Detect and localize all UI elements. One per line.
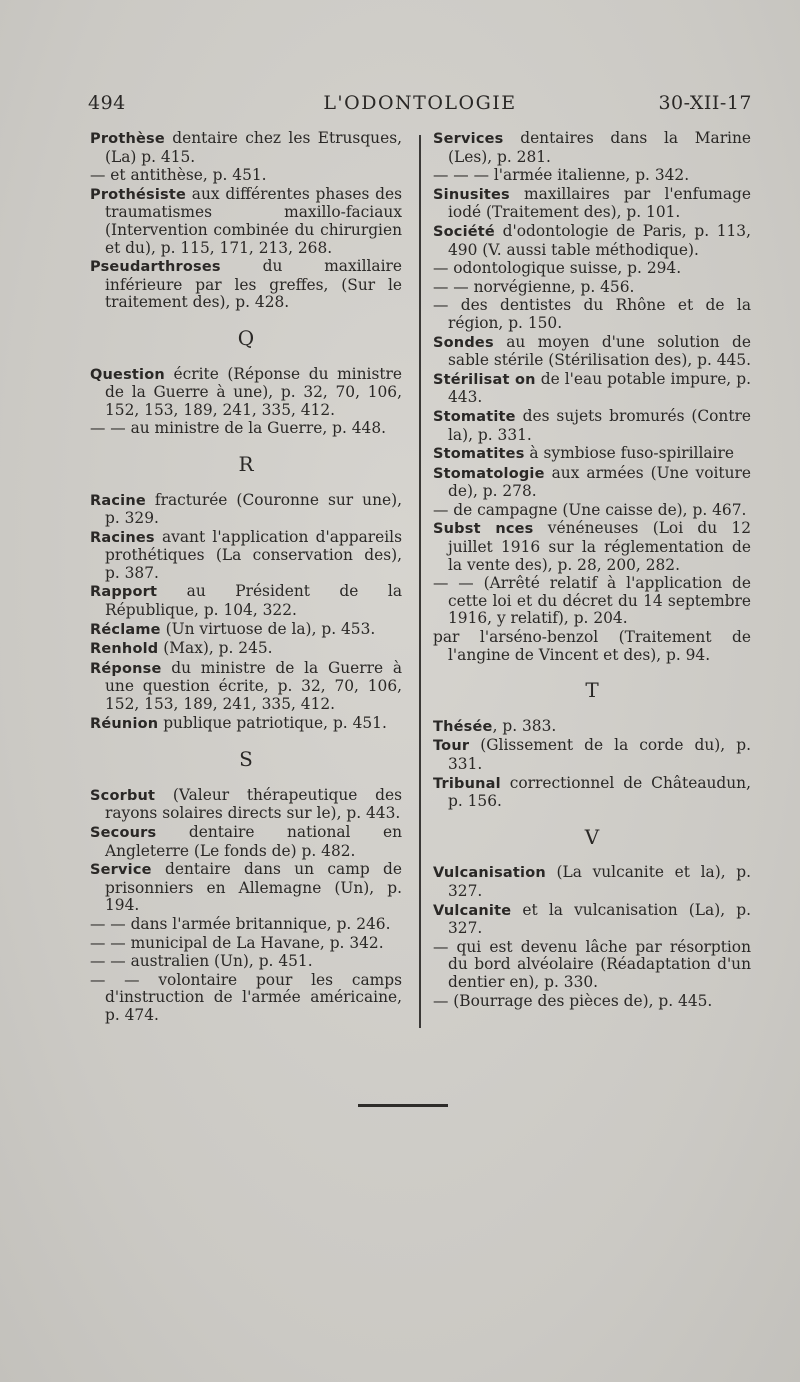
entry-headword: Tour [433,738,470,755]
entry-headword: Prothèse [90,131,165,147]
page-number: 494 [88,92,126,114]
index-entry [433,939,751,992]
entry-headword: Prothésiste [90,186,187,203]
index-entry [433,520,751,574]
index-entry [90,861,402,915]
index-entry [90,130,402,166]
entry-headword: Racine [90,492,146,509]
entry-text: et la vulcanisation (La), p. 327. [448,900,751,938]
entry-text: au Président de la République, p. 104, 322. [105,582,402,620]
running-header [88,92,752,118]
entry-text: — des dentistes du Rhône et de la région, p. 150. [433,296,751,332]
index-entry [433,575,751,628]
index-entry [90,787,402,823]
index-entry [433,465,751,501]
entry-headword: Sinusites [433,186,510,203]
index-entry [90,640,402,659]
entry-text: d'odontologie de Paris, p. 113, 490 (V. aussi table méthodique). [448,221,751,259]
index-entry [90,916,402,934]
entry-text: — de campagne (Une caisse de), p. 467. [433,500,747,519]
entry-text: — et antithèse, p. 451. [90,166,267,185]
entry-text: — — volontaire pour les camps d'instruction de l'armée américaine, p. 474. [90,970,402,1024]
entry-text: maxillaires par l'enfumage iodé (Traitement des), p. 101. [448,184,751,222]
entry-headword: Vulcanite [433,902,512,919]
index-entry [433,223,751,259]
entry-headword: Stomatites [433,446,525,463]
entry-text: dentaire chez les Etrusques, (La) p. 415. [105,129,402,166]
index-entry [90,186,402,257]
index-entry [433,502,751,520]
index-entry [90,621,402,640]
index-entry [433,334,751,370]
entry-text: (Max), p. 245. [158,639,273,658]
index-entry [433,737,751,773]
journal-title: L'ODONTOLOGIE [323,92,517,114]
entry-text: , p. 383. [492,716,557,735]
index-entry [90,420,402,438]
section-letter: Q [237,325,255,350]
entry-headword: Thésée [433,718,493,735]
index-entry [433,130,751,166]
index-entry [433,993,751,1011]
entry-text: — (Bourrage des pièces de), p. 445. [433,991,713,1010]
entry-text: du ministre de la Guerre à une question écrite, p. 32, 70, 106, 152, 153, 189, 241, 335, 412. [105,658,402,714]
entry-headword: Stomatite [433,408,516,425]
entry-text: (Glissement de la corde du), p. 331. [448,736,751,773]
index-entry [433,167,751,185]
entry-headword: Stérilisat on [433,371,536,388]
entry-text: par l'arséno-benzol (Traitement de l'angine de Vincent et des), p. 94. [433,628,751,664]
index-entry [90,972,402,1025]
entry-text: au moyen d'une solution de sable stérile (Stérilisation des), p. 445. [448,332,752,370]
entry-text: — — (Arrêté relatif à l'application de cette loi et du décret du 14 septembre 1916, y relatif), p. 204. [433,574,751,628]
entry-text: — qui est devenu lâche par résorption du bord alvéolaire (Réadaptation d'un dentier en), p. 330. [433,937,751,991]
entry-text: de l'eau potable impure, p. 443. [448,369,751,407]
section-letter: V [584,824,600,849]
index-entry [433,775,751,811]
index-entry [433,297,751,332]
entry-text: écrite (Réponse du ministre de la Guerre à une), p. 32, 70, 106, 152, 153, 189, 241, 335, 412. [105,364,402,419]
footer-rule [358,1104,448,1107]
entry-text: (Un virtuose de la), p. 453. [160,619,376,638]
section-letter: S [239,747,253,772]
entry-headword: Scorbut [90,787,156,804]
entry-headword: Services [433,131,504,147]
entry-text: — — dans l'armée britannique, p. 246. [90,914,391,933]
right-index-column [433,130,751,1011]
index-entry [433,186,751,222]
entry-text: des sujets bromurés (Contre la), p. 331. [448,406,751,444]
index-entry [90,167,402,185]
entry-headword: Service [90,862,152,879]
entry-text: — — australien (Un), p. 451. [90,952,313,971]
entry-headword: Sondes [433,334,494,351]
entry-text: vénéneuses (Loi du 12 juillet 1916 sur la réglementation de la vente des), p. 28, 200, 282. [448,519,751,574]
index-entry [90,366,402,420]
entry-headword: Vulcanisation [433,865,546,882]
entry-headword: Subst nces [433,521,534,538]
index-entry [90,529,402,583]
entry-text: publique patriotique, p. 451. [158,713,387,732]
entry-text: aux différentes phases des traumatismes maxillo-faciaux (Intervention combinée du chirurgien et du), p. 115, 171, 213, 268. [105,184,402,257]
entry-text: fracturée (Couronne sur une), p. 329. [105,490,402,528]
index-entry [433,408,751,444]
index-entry [433,279,751,297]
entry-text: avant l'application d'appareils prothétiques (La conservation des), p. 387. [105,527,402,582]
entry-text: aux armées (Une voiture de), p. 278. [448,463,751,501]
entry-text: — — au ministre de la Guerre, p. 448. [90,419,387,438]
entry-text: dentaire dans un camp de prisonniers en Allemagne (Un), p. 194. [105,860,402,915]
index-entry [433,445,751,464]
entry-headword: Pseudarthroses [90,259,221,276]
index-entry [90,935,402,953]
index-entry [90,660,402,714]
index-entry [90,583,402,619]
column-divider [419,135,421,1028]
entry-headword: Secours [90,825,157,841]
entry-headword: Réunion [90,715,159,732]
entry-text: — odontologique suisse, p. 294. [433,259,682,278]
section-letter: T [585,678,599,703]
index-entry [433,260,751,278]
entry-text: — — norvégienne, p. 456. [433,277,635,296]
entry-text: dentaire national en Angleterre (Le fonds de) p. 482. [105,823,402,860]
index-entry [90,492,402,528]
entry-text: à symbiose fuso-spirillaire [524,444,734,463]
index-entry [90,715,402,734]
section-letter: R [238,451,254,476]
index-entry [433,864,751,900]
entry-text: correctionnel de Châteaudun, p. 156. [448,773,751,811]
index-entry [433,629,751,664]
entry-headword: Réponse [90,660,162,677]
issue-date: 30-XII-17 [658,92,752,114]
entry-headword: Société [433,223,495,240]
entry-headword: Réclame [90,621,161,638]
entry-text: du maxillaire inférieure par les greffes, (Sur le traitement des), p. 428. [105,257,402,312]
entry-headword: Rapport [90,584,158,601]
index-entry [433,718,751,737]
index-entry [433,371,751,407]
entry-headword: Stomatologie [433,465,545,482]
entry-headword: Tribunal [433,775,501,792]
entry-text: (La vulcanite et la), p. 327. [448,863,751,900]
entry-text: dentaires dans la Marine (Les), p. 281. [448,129,751,166]
index-entry [433,902,751,938]
index-entry [90,824,402,860]
entry-headword: Question [90,366,165,383]
entry-text: — — municipal de La Havane, p. 342. [90,933,384,952]
entry-headword: Racines [90,529,155,546]
index-entry [90,953,402,971]
entry-text: — — — l'armée italienne, p. 342. [433,166,690,185]
entry-text: (Valeur thérapeutique des rayons solaires directs sur le), p. 443. [105,785,402,823]
left-index-column [90,130,402,1026]
index-entry [90,258,402,312]
entry-headword: Renhold [90,641,159,658]
